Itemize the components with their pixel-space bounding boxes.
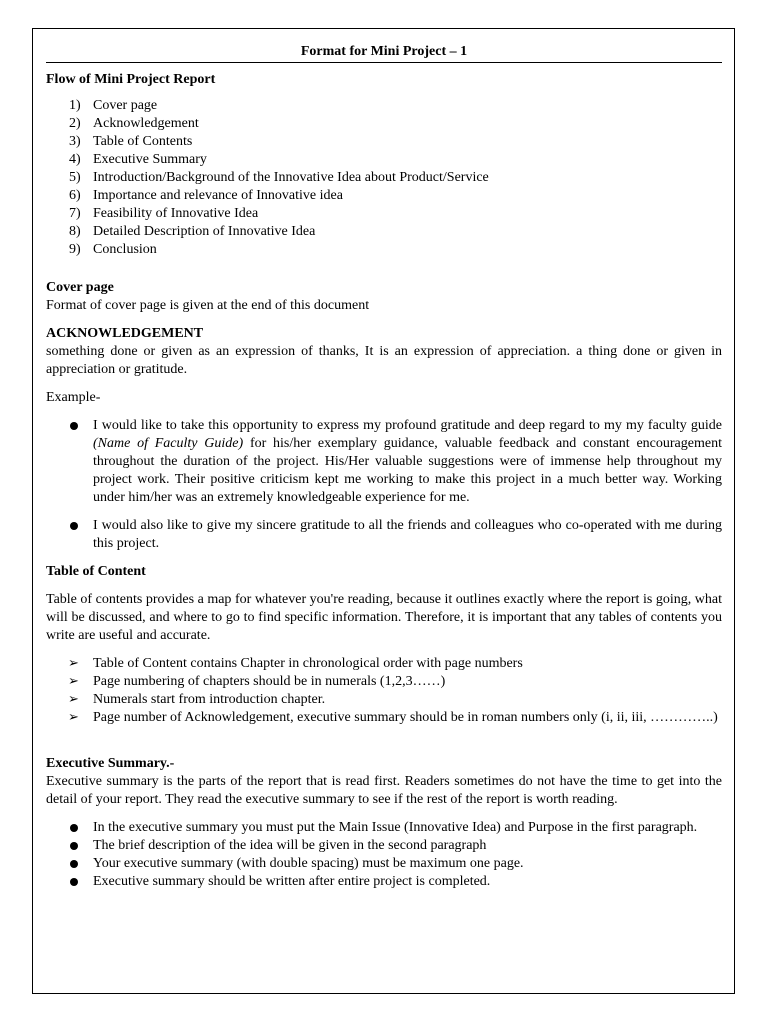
list-item: ➢ Page number of Acknowledgement, executive summary should be in roman numbers only (i, ii, iii, …………..) — [68, 710, 718, 725]
list-item: The brief description of the idea will be given in the second paragraph — [46, 837, 722, 855]
toc-text: Table of contents provides a map for whatever you're reading, because it outlines exactly where the report is going, what will be discussed, and where to go to find specific information. Therefore, it is important that any tables of contents you write are useful and accurate. — [46, 592, 722, 643]
list-item: ➢ Numerals start from introduction chapter. — [68, 692, 326, 707]
list-item: 4) Executive Summary — [69, 152, 207, 167]
list-item: 6) Importance and relevance of Innovative idea — [69, 188, 343, 203]
cover-heading: Cover page — [46, 280, 114, 295]
arrow-bullet-icon: ➢ — [68, 656, 79, 671]
list-item: 3) Table of Contents — [69, 134, 193, 149]
list-item: 9) Conclusion — [69, 242, 157, 257]
bullet-icon — [70, 824, 78, 832]
toc-heading: Table of Content — [46, 564, 146, 579]
bullet-icon — [70, 842, 78, 850]
list-item: Your executive summary (with double spacing) must be maximum one page. — [46, 855, 722, 873]
list-item: I would also like to give my sincere gratitude to all the friends and colleagues who co-operated with me during this project. — [46, 517, 722, 553]
list-item: I would like to take this opportunity to express my profound gratitude and deep regard to my my faculty guide (Name of Faculty Guide) for his/her exemplary guidance, valuable feedback and constant encouragement throughout the duration of the project. His/Her valuable suggestions were of immense help throughout my project work. Their positive criticism kept me working to make this project in a much better way. Working under him/her was an extremely knowledgeable experience for me. — [46, 417, 722, 507]
list-item: 2) Acknowledgement — [69, 116, 199, 131]
bullet-icon — [70, 878, 78, 886]
document-body — [46, 43, 722, 891]
toc-list — [46, 655, 722, 727]
flow-heading: Flow of Mini Project Report — [46, 72, 216, 87]
list-item: ➢ Page numbering of chapters should be in numerals (1,2,3……) — [68, 674, 446, 689]
arrow-bullet-icon: ➢ — [68, 692, 79, 707]
ack-text: something done or given as an expression of thanks, It is an expression of appreciation. a thing done or given in appreciation or gratitude. — [46, 344, 722, 377]
exec-heading: Executive Summary.- — [46, 756, 175, 771]
bullet-icon — [70, 522, 78, 530]
list-item: ➢ Table of Content contains Chapter in chronological order with page numbers — [68, 656, 523, 671]
list-item: Executive summary should be written after entire project is completed. — [46, 873, 722, 891]
exec-list — [46, 819, 722, 891]
bullet-icon — [70, 422, 78, 430]
list-item: 8) Detailed Description of Innovative Idea — [69, 224, 316, 239]
flow-list — [46, 97, 722, 259]
ack-example-label: Example- — [46, 390, 101, 405]
arrow-bullet-icon: ➢ — [68, 674, 79, 689]
list-item: 1) Cover page — [69, 98, 158, 113]
arrow-bullet-icon: ➢ — [68, 710, 79, 725]
list-item: 5) Introduction/Background of the Innovative Idea about Product/Service — [69, 170, 489, 185]
document-title: Format for Mini Project – 1 — [46, 43, 722, 63]
ack-heading: ACKNOWLEDGEMENT — [46, 326, 204, 341]
cover-text: Format of cover page is given at the end of this document — [46, 298, 370, 313]
list-item: 7) Feasibility of Innovative Idea — [69, 206, 259, 221]
ack-example-list — [46, 417, 722, 553]
list-item: In the executive summary you must put the Main Issue (Innovative Idea) and Purpose in the first paragraph. — [46, 819, 722, 837]
exec-text: Executive summary is the parts of the report that is read first. Readers sometimes do not have the time to get into the detail of your report. They read the executive summary to see if the rest of the report is worth reading. — [46, 774, 722, 807]
bullet-icon — [70, 860, 78, 868]
